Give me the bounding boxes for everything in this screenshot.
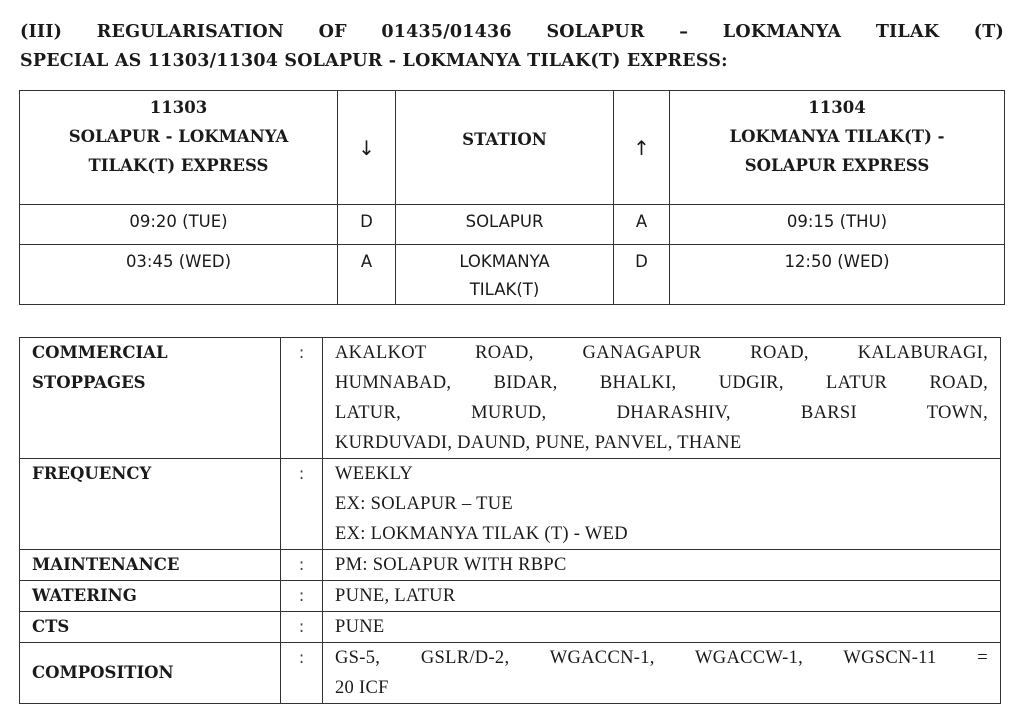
frequency-label: FREQUENCY xyxy=(20,459,281,550)
frequency-row xyxy=(20,459,1001,550)
cts-label: CTS xyxy=(20,612,281,643)
colon: : xyxy=(281,550,323,581)
departure-time-11304: 12:50 (WED) xyxy=(670,245,1005,305)
timetable-row-solapur xyxy=(20,205,1005,245)
down-arrow-icon: ↓ xyxy=(338,91,396,205)
colon: : xyxy=(281,459,323,550)
stoppages-line-1: AKALKOT ROAD, GANAGAPUR ROAD, KALABURAGI, xyxy=(335,343,988,363)
code-11304: D xyxy=(614,245,670,305)
frequency-value xyxy=(323,459,1001,550)
train-11304-header xyxy=(670,91,1005,205)
document-heading xyxy=(20,18,1004,76)
frequency-line-3: EX: LOKMANYA TILAK (T) - WED xyxy=(335,524,628,544)
colon: : xyxy=(281,581,323,612)
train-11303-number: 11303 xyxy=(149,98,208,117)
stoppages-line-2: HUMNABAD, BIDAR, BHALKI, UDGIR, LATUR ROAD, xyxy=(335,373,988,393)
stoppages-line-4: KURDUVADI, DAUND, PUNE, PANVEL, THANE xyxy=(335,433,742,453)
commercial-stoppages-row xyxy=(20,338,1001,459)
composition-line-1: GS-5, GSLR/D-2, WGACCN-1, WGACCW-1, WGSCN-11 = xyxy=(335,648,988,668)
train-11304-name-line2: SOLAPUR EXPRESS xyxy=(744,156,930,175)
composition-row xyxy=(20,643,1001,704)
timetable xyxy=(19,90,1005,305)
label-line1: COMMERCIAL xyxy=(32,343,168,362)
frequency-line-2: EX: SOLAPUR – TUE xyxy=(335,494,513,514)
maintenance-label: MAINTENANCE xyxy=(20,550,281,581)
up-arrow-icon: ↑ xyxy=(614,91,670,205)
commercial-stoppages-label xyxy=(20,338,281,459)
stoppages-line-3: LATUR, MURUD, DHARASHIV, BARSI TOWN, xyxy=(335,403,988,423)
code-11303: A xyxy=(338,245,396,305)
cts-row xyxy=(20,612,1001,643)
code-11304: A xyxy=(614,205,670,245)
train-11304-number: 11304 xyxy=(808,98,866,117)
station-name-line1: SOLAPUR xyxy=(465,212,544,231)
colon: : xyxy=(281,612,323,643)
arrival-time-11304: 09:15 (THU) xyxy=(670,205,1005,245)
watering-value: PUNE, LATUR xyxy=(323,581,1001,612)
commercial-stoppages-value xyxy=(323,338,1001,459)
train-11303-header xyxy=(20,91,338,205)
timetable-header-row xyxy=(20,91,1005,205)
arrival-time-11303: 03:45 (WED) xyxy=(20,245,338,305)
train-11304-name-line1: LOKMANYA TILAK(T) - xyxy=(729,127,945,146)
code-11303: D xyxy=(338,205,396,245)
watering-label: WATERING xyxy=(20,581,281,612)
maintenance-value: PM: SOLAPUR WITH RBPC xyxy=(323,550,1001,581)
colon: : xyxy=(281,643,323,704)
composition-value xyxy=(323,643,1001,704)
cts-value: PUNE xyxy=(323,612,1001,643)
frequency-line-1: WEEKLY xyxy=(335,464,414,484)
train-11303-name-line1: SOLAPUR - LOKMANYA xyxy=(68,127,289,146)
heading-line-2: SPECIAL AS 11303/11304 SOLAPUR - LOKMANYA TILAK(T) EXPRESS: xyxy=(20,51,728,71)
heading-line-1: (III) REGULARISATION OF 01435/01436 SOLAPUR – LOKMANYA TILAK (T) xyxy=(20,22,1004,42)
train-11303-name-line2: TILAK(T) EXPRESS xyxy=(88,156,269,175)
composition-label: COMPOSITION xyxy=(20,643,281,704)
station-name xyxy=(396,245,614,305)
station-name-line2: TILAK(T) xyxy=(469,280,540,299)
timetable-row-lokmanya-tilak xyxy=(20,245,1005,305)
composition-line-2: 20 ICF xyxy=(335,678,389,698)
label-line2: STOPPAGES xyxy=(32,373,146,392)
station-name-line1: LOKMANYA xyxy=(459,252,550,271)
departure-time-11303: 09:20 (TUE) xyxy=(20,205,338,245)
colon: : xyxy=(281,338,323,459)
watering-row xyxy=(20,581,1001,612)
station-name xyxy=(396,205,614,245)
maintenance-row xyxy=(20,550,1001,581)
station-header: STATION xyxy=(396,91,614,205)
train-info-table xyxy=(19,337,1001,704)
